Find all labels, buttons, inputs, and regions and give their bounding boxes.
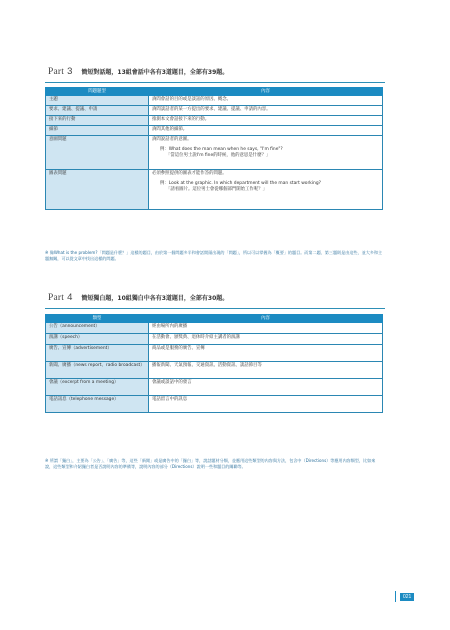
example-english: 例：What does the man mean when he says, "I'm fine"? (160, 147, 283, 152)
question-type: 圖表問題 (46, 170, 149, 210)
part3-label: Part (48, 66, 65, 77)
monologue-content: 商品或是服務的廣告、宣傳 (149, 345, 383, 362)
content-line: 詢問說話者的意圖。 (152, 137, 192, 142)
monologue-content: 播報新聞、天氣預報、交通資訊、活動資訊、談話節目等 (149, 362, 383, 379)
page-number-box (395, 591, 418, 602)
monologue-type: 會議（excerpt from a meeting） (46, 379, 149, 396)
monologue-type: 電話訊息（telephone message） (46, 396, 149, 413)
monologue-type: 新聞、廣播（news report、radio broadcast） (46, 362, 149, 379)
part3-title: 簡短對話題，13組會話中各有3道題目，全部有39題。 (81, 69, 229, 76)
table-row (46, 96, 383, 106)
monologue-type: 廣告、宣傳（advertisement） (46, 345, 149, 362)
table-row (46, 116, 383, 126)
question-type: 要求、建議、提議、申請 (46, 106, 149, 116)
part4-note: ※ 所謂「獨白」，主要為「公告」、「廣告」等，這些「新聞」或是廣告中的「獨白」等，說話題材分類，並應用這些類型的內容與方法，包含中（Directions）等應用內容類型，比如來說，這些類型和介紹獨白者是否說明內容的準備等，說明內容的部分（Directions）說明一些和題目的關聯等。 (45, 458, 376, 469)
question-type: 接下來的行動 (46, 116, 149, 126)
table-row (46, 136, 383, 170)
example-english: 例：Look at the graphic. In which department will the man start working? (160, 181, 321, 186)
question-content: 詢問談話者的某一方提出的要求、建議、提議、申請的內容。 (149, 106, 383, 116)
part3-divider (45, 82, 385, 83)
table-header-row (46, 88, 383, 96)
table-row (46, 323, 383, 334)
monologue-type: 演講（speech） (46, 334, 149, 345)
monologue-type: 公告（announcement） (46, 323, 149, 334)
part3-heading (48, 66, 228, 77)
part4-title: 簡短獨白題，10組獨白中各有3道題目，全部有30題。 (81, 295, 229, 302)
example-translation: 「請看圖片。這位男士會從哪個部門開始工作呢？」 (166, 187, 267, 192)
column-header: 內容 (149, 88, 383, 96)
part4-label: Part (48, 292, 65, 303)
part4-number: 4 (67, 292, 73, 303)
content-line: 必須參照提供的圖表才能作答的問題。 (152, 171, 227, 176)
question-content: 推測本文會話接下來的行動。 (149, 116, 383, 126)
question-content: 詢問其他的細節。 (149, 126, 383, 136)
table-row (46, 345, 383, 362)
table-header-row (46, 315, 383, 323)
part3-table (45, 87, 383, 210)
page-number: 021 (400, 593, 414, 601)
column-header: 類型 (46, 315, 149, 323)
question-content (149, 136, 383, 170)
part3-number: 3 (67, 66, 73, 77)
part4-table (45, 314, 383, 413)
part4-heading (48, 292, 228, 303)
part4-divider (45, 308, 385, 309)
table-row (46, 170, 383, 210)
table-row (46, 379, 383, 396)
monologue-content: 經由場所內的廣播 (149, 323, 383, 334)
column-header: 內容 (149, 315, 383, 323)
table-row (46, 334, 383, 345)
table-row (46, 106, 383, 116)
question-type: 主題 (46, 96, 149, 106)
example-translation: 「當這位男士說I'm fine的時候，他的意思是什麼？」 (166, 153, 271, 158)
table-row (46, 362, 383, 379)
question-type: 意圖問題 (46, 136, 149, 170)
question-content: 詢問會話的目的或是談話的原因、概念。 (149, 96, 383, 106)
monologue-content: 電話留言中的訊息 (149, 396, 383, 413)
column-header: 問題題型 (46, 88, 149, 96)
table-row (46, 126, 383, 136)
question-content (149, 170, 383, 210)
monologue-content: 在活動會、頒獎典、退休時介紹主講者的演講 (149, 334, 383, 345)
question-type: 細節 (46, 126, 149, 136)
monologue-content: 會議或談話中的發言 (149, 379, 383, 396)
part3-note: ※ 像What is the problem?「問題是什麼？」這樣的題目，由於第一個問題多半和會話開頭出現的「問題」，所以可以掌握為「概要」的題目。而第二題、第三題則是由這些，並大多和主題無關，可以從文章中找出這樣的問題。 (45, 250, 383, 261)
table-row (46, 396, 383, 413)
